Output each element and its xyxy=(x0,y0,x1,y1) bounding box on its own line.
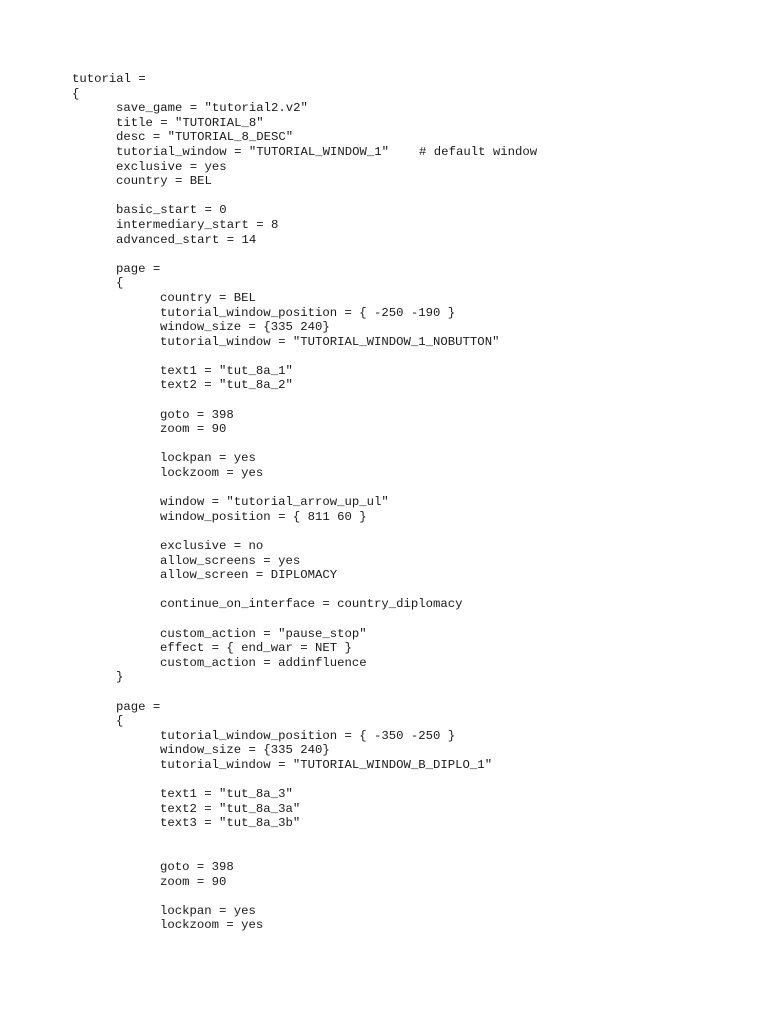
code-text: title = "TUTORIAL_8" xyxy=(116,115,264,130)
code-text: custom_action = "pause_stop" xyxy=(160,626,367,641)
blank-line xyxy=(72,524,752,539)
code-line xyxy=(72,510,752,525)
code-text: text2 = "tut_8a_2" xyxy=(160,378,293,393)
code-text: tutorial_window_position = { -250 -190 } xyxy=(160,305,456,320)
blank-line xyxy=(72,889,752,904)
code-text: exclusive = no xyxy=(160,539,264,553)
blank-line xyxy=(72,189,752,204)
blank-line xyxy=(72,845,752,860)
blank-line xyxy=(72,349,752,364)
code-text: custom_action = addinfluence xyxy=(160,655,367,670)
code-text: text1 = "tut_8a_3" xyxy=(160,787,293,802)
code-line xyxy=(72,451,752,466)
code-line xyxy=(72,641,752,656)
code-line xyxy=(72,174,752,189)
code-line xyxy=(72,262,752,277)
blank-line xyxy=(72,583,752,598)
code-line xyxy=(72,291,752,306)
code-text: lockzoom = yes xyxy=(160,466,264,481)
code-line xyxy=(72,72,752,87)
code-text: lockzoom = yes xyxy=(160,918,264,933)
code-line xyxy=(72,218,752,233)
code-line xyxy=(72,145,752,160)
code-text: { xyxy=(72,86,80,101)
code-text: tutorial_window = "TUTORIAL_WINDOW_1_NOBUTTON" xyxy=(160,334,500,349)
code-text: goto = 398 xyxy=(160,860,234,875)
code-text: { xyxy=(116,276,124,291)
code-text: text2 = "tut_8a_3a" xyxy=(160,801,301,816)
code-line xyxy=(72,495,752,510)
code-text: goto = 398 xyxy=(160,407,234,422)
code-text: effect = { end_war = NET } xyxy=(160,641,352,656)
document-body xyxy=(72,72,752,933)
code-line xyxy=(72,408,752,423)
code-text: intermediary_start = 8 xyxy=(116,217,279,232)
code-line xyxy=(72,233,752,248)
code-text: window_size = {335 240} xyxy=(160,743,330,758)
code-text: window_position = { 811 60 } xyxy=(160,509,367,524)
blank-line xyxy=(72,437,752,452)
code-line xyxy=(72,306,752,321)
code-text: country = BEL xyxy=(116,174,212,189)
code-text: tutorial_window = "TUTORIAL_WINDOW_B_DIPLO_1" xyxy=(160,757,493,772)
code-line xyxy=(72,203,752,218)
blank-line xyxy=(72,831,752,846)
code-line xyxy=(72,597,752,612)
code-text: page = xyxy=(116,699,161,714)
code-text: zoom = 90 xyxy=(160,874,227,889)
code-line xyxy=(72,860,752,875)
code-line xyxy=(72,160,752,175)
blank-line xyxy=(72,773,752,788)
code-text: text1 = "tut_8a_1" xyxy=(160,363,293,378)
blank-line xyxy=(72,481,752,496)
code-text: country = BEL xyxy=(160,290,256,305)
code-text: tutorial_window = "TUTORIAL_WINDOW_1" xyxy=(116,144,390,159)
code-text: window_size = {335 240} xyxy=(160,320,330,335)
code-text: window = "tutorial_arrow_up_ul" xyxy=(160,495,389,510)
code-text: lockpan = yes xyxy=(160,451,256,466)
code-text: desc = "TUTORIAL_8_DESC" xyxy=(116,130,294,145)
code-line xyxy=(72,802,752,817)
code-line xyxy=(72,554,752,569)
code-line xyxy=(72,743,752,758)
code-text: basic_start = 0 xyxy=(116,203,227,218)
code-line xyxy=(72,466,752,481)
code-line xyxy=(72,335,752,350)
code-text: zoom = 90 xyxy=(160,422,227,437)
code-text: text3 = "tut_8a_3b" xyxy=(160,816,301,831)
code-line xyxy=(72,422,752,437)
code-line xyxy=(72,130,752,145)
code-text: advanced_start = 14 xyxy=(116,232,257,247)
code-text: allow_screens = yes xyxy=(160,553,301,568)
code-text: page = xyxy=(116,261,161,276)
code-line xyxy=(72,758,752,773)
code-comment: # default window xyxy=(419,144,538,159)
code-text: tutorial_window_position = { -350 -250 } xyxy=(160,728,456,743)
blank-line xyxy=(72,247,752,262)
code-line xyxy=(72,714,752,729)
blank-line xyxy=(72,685,752,700)
blank-line xyxy=(72,393,752,408)
code-text: continue_on_interface = country_diplomacy xyxy=(160,597,463,612)
code-line xyxy=(72,656,752,671)
code-line xyxy=(72,87,752,102)
code-text: tutorial = xyxy=(72,72,146,86)
code-line xyxy=(72,276,752,291)
blank-line xyxy=(72,612,752,627)
code-line xyxy=(72,364,752,379)
code-line xyxy=(72,568,752,583)
code-line xyxy=(72,729,752,744)
code-text: save_game = "tutorial2.v2" xyxy=(116,101,308,116)
code-line xyxy=(72,378,752,393)
code-line xyxy=(72,875,752,890)
code-text: allow_screen = DIPLOMACY xyxy=(160,568,338,583)
code-line xyxy=(72,116,752,131)
code-line xyxy=(72,904,752,919)
code-line xyxy=(72,627,752,642)
code-line xyxy=(72,918,752,933)
code-text: exclusive = yes xyxy=(116,159,227,174)
code-line xyxy=(72,101,752,116)
code-text: lockpan = yes xyxy=(160,903,256,918)
code-line xyxy=(72,320,752,335)
code-text: } xyxy=(116,670,124,685)
code-line xyxy=(72,700,752,715)
code-text: { xyxy=(116,714,124,729)
code-line xyxy=(72,816,752,831)
code-line xyxy=(72,787,752,802)
code-line xyxy=(72,539,752,554)
code-line xyxy=(72,670,752,685)
